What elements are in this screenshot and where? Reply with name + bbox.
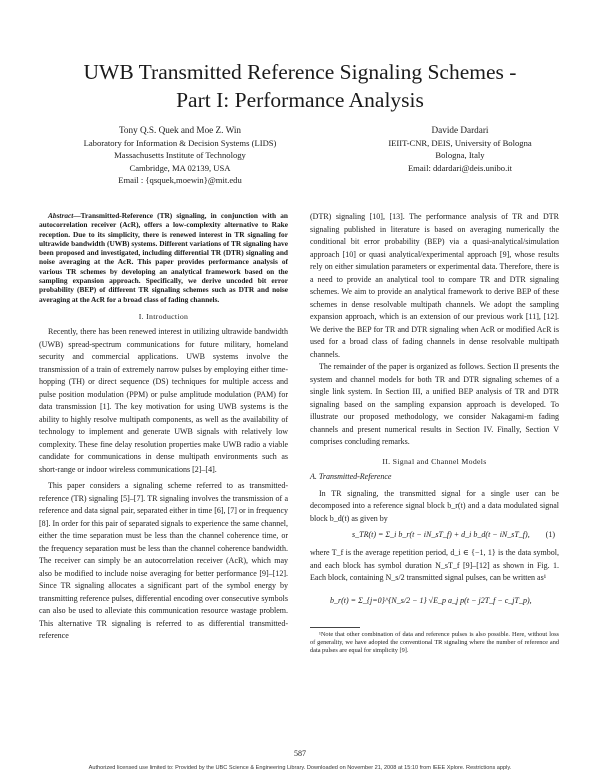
abstract-label: Abstract xyxy=(48,211,74,220)
equation-2-body: b_r(t) = Σ_{j=0}^{N_s/2 − 1} √E_p a_j p(t − j2T_f − c_jT_p), xyxy=(330,595,532,605)
section-heading-introduction: I. Introduction xyxy=(138,311,189,321)
abstract-text: —Transmitted-Reference (TR) signaling, in conjunction with an autocorrelation receiver (AcR), offers a low-complexity alternative to Rake reception. Due to its simplicity, there is renewed interest in TR signaling for ultrawide bandwidth (UWB) systems. Different variations of TR signaling have been proposed and investigated, including differential TR (DTR) signaling and noise averaging at the AcR. This paper provides performance analysis of various TR schemes by developing an analytical framework based on the sampling expansion approach. Specifically, we derive uncoded bit error probability (BEP) of different TR signaling schemes such as DTR and noise averaging at the AcR for a broad class of fading channels. xyxy=(39,211,288,304)
title-line-1: UWB Transmitted Reference Signaling Schemes - xyxy=(83,60,517,84)
author-names-2: Davide Dardari xyxy=(431,125,489,135)
author-email[interactable]: Email: ddardari@deis.unibo.it xyxy=(407,162,513,173)
subsection-heading-tr: A. Transmitted-Reference xyxy=(310,472,392,481)
footnote: ¹Note that other combination of data and reference pulses is also possible. Here, without loss of generality, we have adopted the conventional TR signaling where the number of reference and data pulses are equal for simplicity [9]. xyxy=(310,630,559,654)
right-paragraph-1: (DTR) signaling [10], [13]. The performance analysis of TR and DTR signaling published in literature is based on averaging numerically the conditional bit error probability (BEP) via a quasi-analytical/simulation approach [10] or quasi analytical/experimental approach [9], whose results rely on either simulation parameters or experimental data. Therefore, there is a need to provide an analytical tool to compare TR and DTR signaling schemes. We aim to provide an analytical framework to derive BEP of these schemes in dense resolvable multipath channels. We adopt the sampling expansion approach, which is an extension of our previous work [11], [12]. We derive the BEP for TR and DTR signaling when AcR or modified AcR is used for a broad class of fading channels in dense resolvable multipath channels. xyxy=(310,212,559,359)
affiliation-line: Bologna, Italy xyxy=(435,150,485,161)
right-paragraph-2: The remainder of the paper is organized as follows. Section II presents the system and channel models for both TR and DTR signaling schemes of a single link system. In Section III, a unified BEP analysis of TR and DTR signaling based on the sampling expansion approach is developed. To illustrate our proposed methodology, we consider Nakagami-m fading channels and present numerical results in Section IV. Finally, Section V comprises concluding remarks. xyxy=(310,362,559,446)
footnote-rule xyxy=(310,627,360,628)
affiliation-line: IEIIT-CNR, DEIS, University of Bologna xyxy=(388,137,532,148)
page-number: 587 xyxy=(294,749,306,758)
author-block-2 xyxy=(340,124,580,174)
left-column xyxy=(39,211,288,643)
affiliation-line: Massachusetts Institute of Technology xyxy=(114,150,246,161)
author-block-1 xyxy=(40,124,320,187)
equation-1-body: s_TR(t) = Σ_i b_r(t − iN_sT_f) + d_i b_d(t − iN_sT_f), xyxy=(352,530,530,539)
intro-paragraph-2: This paper considers a signaling scheme referred to as transmitted-reference (TR) signaling [5]–[7]. TR signaling involves the transmission of a reference and data signal pair, separated either in time [6], [7] or in frequency [8]. In order for this pair of separated signals to experience the same channel, either the time separation must be less than the channel coherence time, or the frequency separation must be less than the channel coherence bandwidth. The receiver can simply be an autocorrelation receiver (AcR), which may also be modified to include noise averaging for better performance [9]–[12]. Since TR signaling allocates a significant part of the symbol energy by transmitting reference pulses, differential encoding over consecutive symbols can also be used to alleviate this communication resource wastage problem. This alternative TR signaling is referred to as differential transmitted-reference xyxy=(39,481,288,641)
author-email[interactable]: Email : {qsquek,moewin}@mit.edu xyxy=(118,175,242,186)
equation-2 xyxy=(310,585,559,621)
abstract xyxy=(39,211,288,304)
right-column xyxy=(310,211,559,655)
title-line-2: Part I: Performance Analysis xyxy=(176,88,424,112)
intro-paragraph-1: Recently, there has been renewed interest in utilizing ultrawide bandwidth (UWB) spread-spectrum communications for future military, homeland security and commercial applications. UWB systems involve the transmission of a train of extremely narrow pulses by employing either time-hopping (TH) or direct sequence (DS) techniques for multiple access and pulse position modulation (PPM) or pulse amplitude modulation (PAM) for data transmission [1]. The key motivation for using UWB systems is the ability to highly resolve multipath components, as well as the availability of technology to implement and generate UWB signals with relatively low complexity. These fine delay resolution properties make UWB radio a viable candidate for communications in dense multipath environments such as short-range or indoor wireless communications [2]–[4]. xyxy=(39,327,288,474)
equation-1 xyxy=(310,525,559,547)
affiliation-line: Laboratory for Information & Decision Systems (LIDS) xyxy=(83,137,277,148)
license-footer: Authorized licensed use limited to: Provided by the UBC Science & Engineering Library. Downloaded on November 21, 2008 at 15:10 from IEEE Xplore. Restrictions apply. xyxy=(88,765,512,771)
section2-paragraph-1: In TR signaling, the transmitted signal for a single user can be decomposed into a reference signal block b_r(t) and a data modulated signal block b_d(t) as given by xyxy=(310,488,559,523)
paper-title xyxy=(20,58,580,114)
author-names-1: Tony Q.S. Quek and Moe Z. Win xyxy=(118,125,242,135)
section2-paragraph-2: where T_f is the average repetition period, d_i ∈ {−1, 1} is the data symbol, and each block has symbol duration N_sT_f [9]–[12] as shown in Fig. 1. Each block, containing N_s/2 transmitted signal pulses, can be written as¹ xyxy=(310,548,559,582)
equation-1-number: (1) xyxy=(545,530,555,539)
affiliation-line: Cambridge, MA 02139, USA xyxy=(129,162,231,173)
section-heading-signal-models: II. Signal and Channel Models xyxy=(382,456,487,466)
